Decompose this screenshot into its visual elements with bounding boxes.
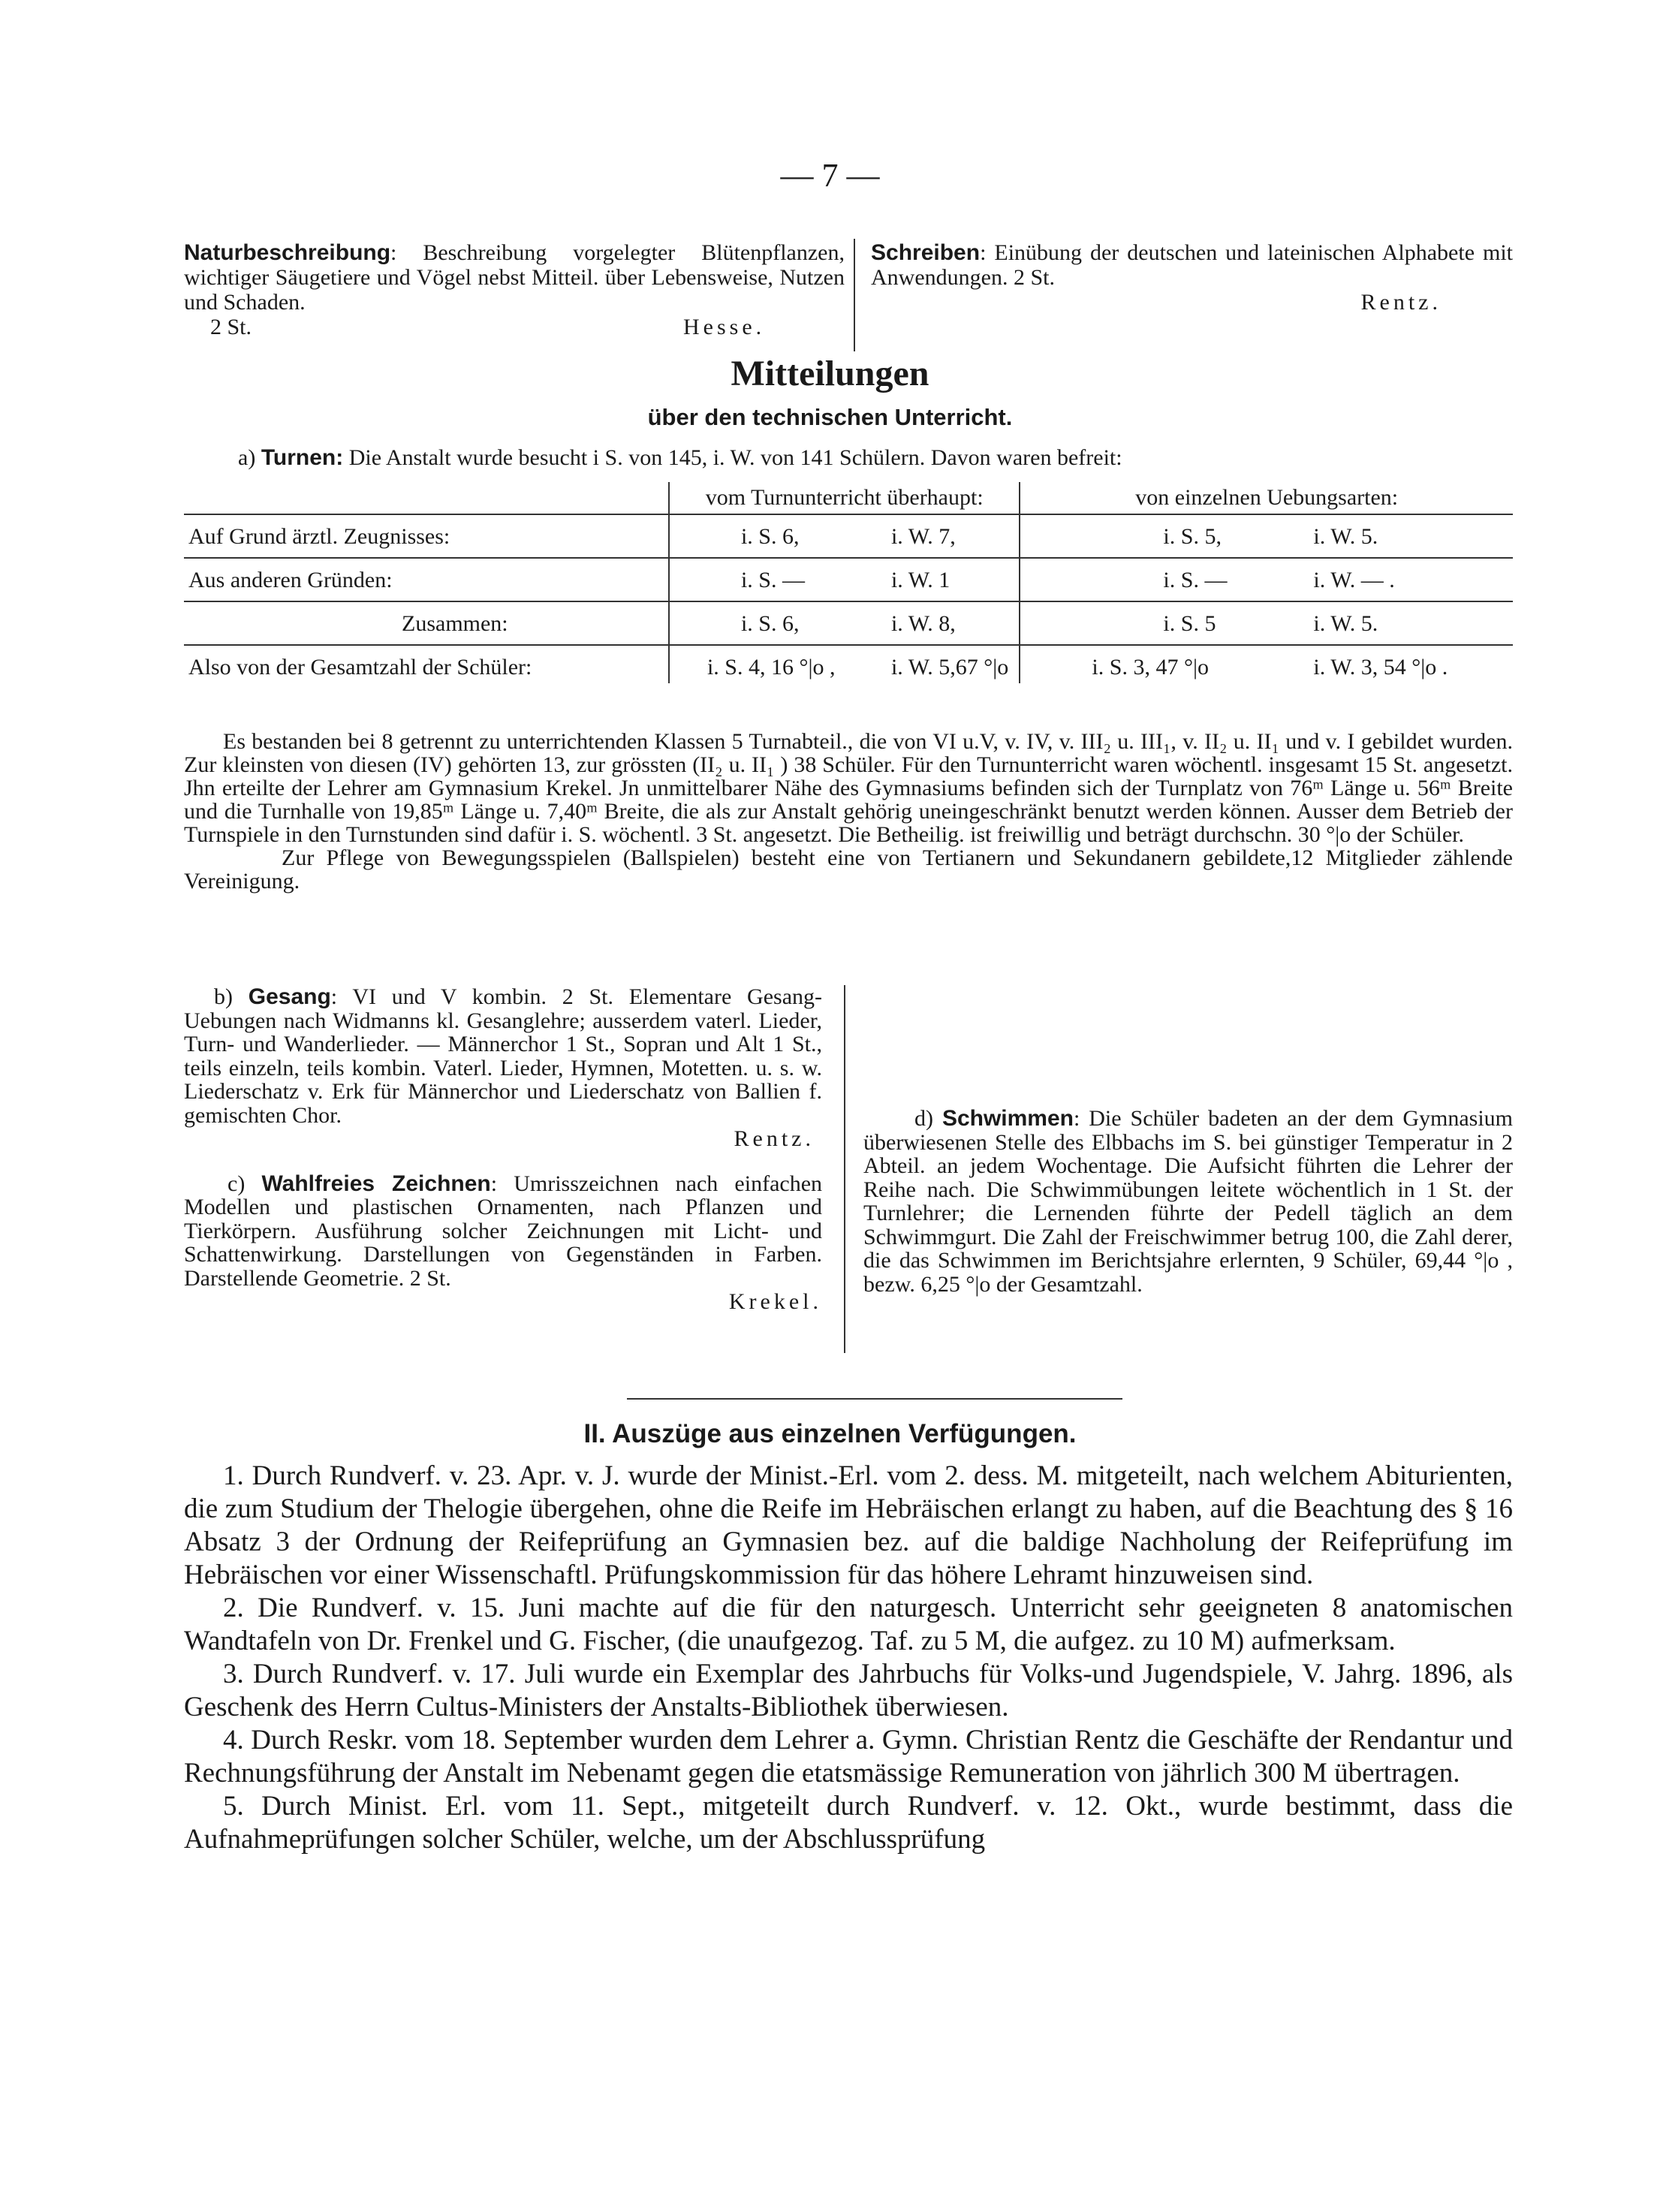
section2-item-3: 3. Durch Rundverf. v. 17. Juli wurde ein Exemplar des Jahrbuchs für Volks-und Jugendspiele, V. Jahrg. 1896, als Geschenk des Herrn Cultus-Ministers der Anstalts-Bibliothek überwiesen. [184,1659,1513,1722]
schwimmen-label: Schwimmen [941,1106,1074,1131]
schwimmen-column [863,1107,1513,1296]
cell-value: i. S. 6, [740,524,800,549]
col-header-partial: von einzelnen Uebungsarten: [1020,482,1513,514]
section2-item-4: 4. Durch Reskr. vom 18. September wurden dem Lehrer a. Gymn. Christian Rentz die Geschäfte der Rendantur und Rechnungsführung der Anstalt im Nebenamt gegen die etatsmässige Remuneration von jährlich 300 M übertragen. [184,1725,1513,1789]
turnen-intro-text: Die Anstalt wurde besucht i S. von 145, i. W. von 141 Schülern. Davon waren befreit: [348,445,1122,470]
cell-value: i. W. 1 [890,568,951,592]
table-header-row [184,482,1513,514]
cell-value: i. W. 5,67 °|o [890,655,1009,680]
gesang-text: : VI und V kombin. 2 St. Elementare Gesang- Uebungen nach Widmanns kl. Gesanglehre; ausserdem vaterl. Lieder, Turn- und Wanderlieder. — Männerchor 1 St., Sopran und Alt 1 St., teils einzeln, teils kombin. Vaterl. Lieder, Hymnen, Motetten. u. s. w. Liederschatz v. Erk für Männerchor und Liederschatz von Ballien f. gemischten Chor. [184,984,823,1128]
section-separator [627,1398,1122,1400]
schwimmen-prefix: d) [914,1106,933,1131]
table-row [184,645,1513,683]
turnen-para-1: Es bestanden bei 8 getrennt zu unterrichtenden Klassen 5 Turnabteil., die von VI u.V, v. IV, v. III₂ u. III₁, v. II₂ u. II₁ und v. I gebildet wurden. Zur kleinsten von diesen (IV) gehörten 13, zur grössten (II₂ u. II₁ ) 38 Schüler. Für den Turnunterricht waren wöchentl. insgesamt 15 St. angesetzt. Jhn erteilte der Lehrer am Gymnasium Krekel. Jn unmittelbarer Nähe des Gymnasiums befinden sich der Turnplatz von 76ᵐ Länge u. 56ᵐ Breite und die Turnhalle von 19,85ᵐ Länge u. 7,40ᵐ Breite, die als zur Anstalt gehörig uneingeschränkt benutzt werden können. Ausser dem Betrieb der Turnspiele in den Turnstunden sind dafür i. S. wöchentl. 3 St. angesetzt. Die Betheilig. ist freiwillig und beträgt durchschn. 30 °|o der Schüler. [184,729,1513,847]
cell-value: i. W. 7, [890,524,956,549]
cell-value: i. W. — . [1313,568,1395,592]
cell-value: i. S. 3, 47 °|o [1092,655,1209,680]
cell-value: i. S. 5, [1163,524,1222,549]
naturbeschreibung-teacher: Hesse. [683,315,766,339]
cell-value: i. S. 5 [1163,611,1216,636]
row-label: Zusammen: [184,601,669,645]
table-row [184,514,1513,558]
cell-value: i. S. — [740,568,805,592]
row-label-text: Also von der Gesamtzahl der Schüler: [188,655,532,680]
naturbeschreibung-text: : Beschreibung vorgelegter Blütenpflanzen, wichtiger Säugetiere und Vögel nebst Mitteil. über Lebensweise, Nutzen und Schaden. [184,240,845,315]
middle-column-divider [844,985,845,1353]
table-row [184,601,1513,645]
top-column-divider [854,239,855,351]
row-label: Auf Grund ärztl. Zeugnisses: [184,514,669,558]
section2-items [184,1460,1513,1856]
row-label: Aus anderen Gründen: [184,558,669,601]
zeichnen-label: Wahlfreies Zeichnen [261,1171,491,1196]
cell-value: i. W. 3, 54 °|o . [1313,655,1448,680]
gesang-zeichnen-column [184,985,822,1314]
cell-value: i. S. — [1163,568,1228,592]
row-label [184,645,669,683]
naturbeschreibung-block [184,240,845,339]
gesang-label: Gesang [248,984,331,1009]
table-row [184,558,1513,601]
gesang-prefix: b) [214,984,233,1009]
section2-item-1: 1. Durch Rundverf. v. 23. Apr. v. J. wurde der Minist.-Erl. vom 2. dess. M. mitgeteilt, nach welchem Abiturienten, die zum Studium der Thelogie übergehen, ohne die Reife im Hebräischen erlangt zu haben, auf die Beachtung des § 16 Absatz 3 der Ordnung der Reifeprüfung an Gymnasien bez. auf die baldige Nachholung der Reifeprüfung im Hebräischen vor einer Wissenschaftl. Prüfungskommission für das höhere Lehramt hinzuweisen sind. [184,1460,1513,1590]
mitteilungen-subtitle: über den technischen Unterricht. [647,404,1013,430]
schreiben-block [871,240,1513,315]
naturbeschreibung-hours: 2 St. [210,315,252,339]
turnen-befreiungen-table [184,482,1513,683]
turnen-intro [184,446,1513,469]
naturbeschreibung-label: Naturbeschreibung [184,240,391,265]
col-header-overall: vom Turnunterricht überhaupt: [669,482,1020,514]
cell-value: i. S. 4, 16 °|o , [706,655,836,680]
cell-value: i. S. 6, [740,611,800,636]
section2-item-2: 2. Die Rundverf. v. 15. Juni machte auf die für den naturgesch. Unterricht sehr geeigneten 8 anatomischen Wandtafeln von Dr. Frenkel und G. Fischer, (die unaufgezog. Taf. zu 5 M, die aufgez. zu 10 M) aufmerksam. [184,1593,1513,1656]
cell-value: i. W. 8, [890,611,956,636]
schreiben-teacher: Rentz. [1360,290,1442,315]
turnen-paragraphs [184,730,1513,893]
zeichnen-prefix: c) [227,1171,246,1196]
page-number: — 7 — [780,157,880,194]
turnen-para-2: Zur Pflege von Bewegungsspielen (Ballspielen) besteht eine von Tertianern und Sekundanern gebildete,12 Mitglieder zählende Vereinigung. [184,845,1513,894]
schwimmen-text: : Die Schüler badeten an der dem Gymnasium überwiesenen Stelle des Elbbachs im S. bei günstiger Temperatur in 2 Abteil. an jedem Wochentage. Die Aufsicht führten die Lehrer der Reihe nach. Die Schwimmübungen leitete wöchentlich in 1 St. der Turnlehrer; die Lernenden führte der Pedell täglich an dem Schwimmgurt. Die Zahl der Freischwimmer betrug 100, die Zahl derer, die das Schwimmen im Berichtsjahre erlernten, 9 Schüler, 69,44 °|o , bezw. 6,25 °|o der Gesamtzahl. [863,1106,1513,1297]
schreiben-label: Schreiben [871,240,981,265]
section2-item-5: 5. Durch Minist. Erl. vom 11. Sept., mitgeteilt durch Rundverf. v. 12. Okt., wurde bestimmt, dass die Aufnahmeprüfungen solcher Schüler, welche, um der Abschlussprüfung [184,1791,1513,1855]
turnen-label: Turnen: [261,445,344,470]
zeichnen-teacher: Krekel. [728,1289,822,1314]
mitteilungen-title: Mitteilungen [731,354,929,393]
cell-value: i. W. 5. [1313,611,1378,636]
schreiben-text: : Einübung der deutschen und lateinischen Alphabete mit Anwendungen. 2 St. [871,240,1513,290]
turnen-prefix: a) [238,445,256,470]
zeichnen-text: : Umrisszeichnen nach einfachen Modellen und plastischen Ornamenten, nach Pflanzen und Tierkörpern. Ausführung solcher Zeichnungen mit Licht- und Schattenwirkung. Darstellungen von Gegenständen in Farben. Darstellende Geometrie. 2 St. [184,1171,823,1291]
section2-title: II. Auszüge aus einzelnen Verfügungen. [583,1419,1077,1448]
gesang-teacher: Rentz. [734,1126,815,1151]
cell-value: i. W. 5. [1313,524,1378,549]
